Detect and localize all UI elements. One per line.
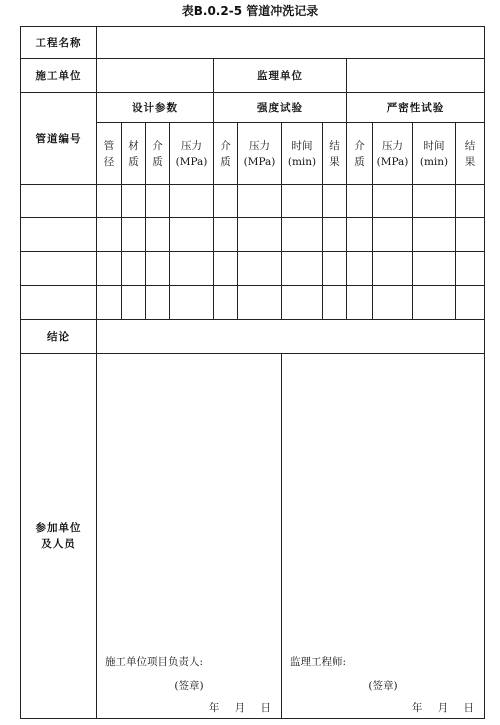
document-title: 表B.0.2-5 管道冲洗记录 <box>181 4 319 18</box>
label-construction-unit: 施工单位 <box>21 59 97 93</box>
row-project-name <box>21 27 485 59</box>
header-design-params: 设计参数 <box>97 93 214 123</box>
table-row[interactable] <box>21 185 485 218</box>
tightness-col-time: 时间 (min) <box>413 123 456 185</box>
strength-col-medium: 介 质 <box>214 123 238 185</box>
design-col-medium: 介 质 <box>146 123 170 185</box>
strength-col-result: 结 果 <box>323 123 347 185</box>
table-row[interactable] <box>21 286 485 320</box>
design-col-pressure: 压力 (MPa) <box>170 123 214 185</box>
row-units <box>21 59 485 93</box>
field-conclusion[interactable] <box>97 320 485 354</box>
field-construction-unit[interactable] <box>97 59 214 93</box>
strength-col-time: 时间 (min) <box>282 123 323 185</box>
field-project-name[interactable] <box>97 27 485 59</box>
header-tightness-test: 严密性试验 <box>347 93 485 123</box>
design-col-material: 材 质 <box>122 123 146 185</box>
field-supervision-unit[interactable] <box>347 59 485 93</box>
row-conclusion <box>21 320 485 354</box>
supervision-engineer-label: 监理工程师: <box>290 656 347 668</box>
signature-construction-unit[interactable] <box>97 354 282 719</box>
header-strength-test: 强度试验 <box>214 93 347 123</box>
tightness-col-pressure: 压力 (MPa) <box>373 123 413 185</box>
table-row[interactable] <box>21 218 485 252</box>
date-label-right: 年 月 日 <box>411 702 475 714</box>
stamp-label-left: (签章) <box>174 680 204 692</box>
label-participants: 参加单位 及人员 <box>21 354 97 719</box>
tightness-col-medium: 介 质 <box>347 123 373 185</box>
label-supervision-unit: 监理单位 <box>214 59 347 93</box>
row-participants <box>21 354 485 719</box>
stamp-label-right: (签章) <box>368 680 398 692</box>
signature-supervision-engineer[interactable] <box>282 354 485 719</box>
label-pipe-number: 管道编号 <box>21 93 97 185</box>
strength-col-pressure: 压力 (MPa) <box>238 123 282 185</box>
pipe-flushing-record-table <box>20 26 485 719</box>
design-col-diameter: 管 径 <box>97 123 122 185</box>
label-project-name: 工程名称 <box>21 27 97 59</box>
tightness-col-result: 结 果 <box>456 123 485 185</box>
row-group-headers <box>21 93 485 123</box>
construction-manager-label: 施工单位项目负责人: <box>105 656 204 668</box>
date-label-left: 年 月 日 <box>208 702 271 714</box>
label-conclusion: 结论 <box>21 320 97 354</box>
table-row[interactable] <box>21 252 485 286</box>
